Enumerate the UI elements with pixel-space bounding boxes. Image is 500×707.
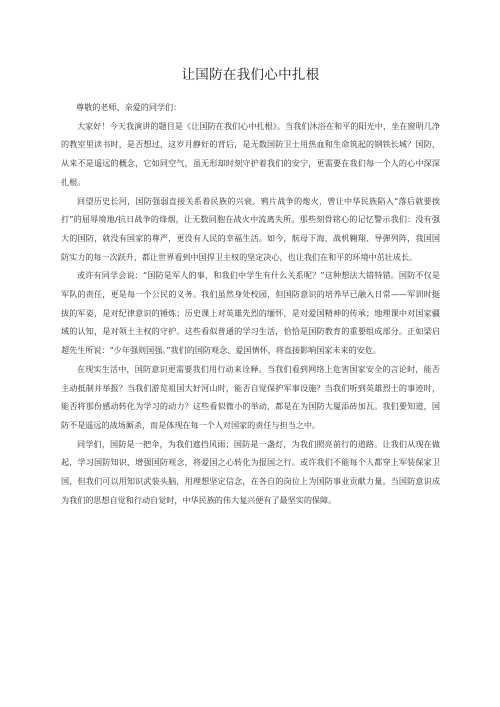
body-paragraph-4: 在现实生活中，国防意识更需要我们用行动来诠释。当我们看到网络上危害国家安全的言论时，能否主动抵制并举报？当我们游览祖国大好河山时，能否自觉保护军事设施？当我们听到英雄烈士的事迹时，能否将那份感动转化为学习的动力？这些看似微小的举动，都是在为国防大厦添砖加瓦。我们要知道，国防不是遥远的战场厮杀，而是体现在每一个人对国家的责任与担当之中。 [61, 363, 440, 430]
greeting-line: 尊敬的老师、亲爱的同学们： [76, 102, 182, 112]
body-paragraph-3: 或许有同学会说：“国防是军人的事，和我们中学生有什么关系呢？”这种想法大错特错。国防不仅是军队的责任，更是每一个公民的义务。我们虽然身处校园，但国防意识的培养早已融入日常——军训时挺拔的军姿，是对纪律意识的锤炼；历史课上对英雄先烈的缅怀，是对爱国精神的传承；地理课中对国家疆域的认知，是对领土主权的守护。这些看似普通的学习生活，恰恰是国防教育的重要组成部分。正如梁启超先生所说：“少年强则国强。”我们的国防观念、爱国情怀，将直接影响国家未来的安危。 [61, 270, 440, 356]
document-title: 让国防在我们心中扎根 [181, 67, 320, 83]
body-paragraph-2: 回望历史长河，国防强弱直接关系着民族的兴衰。鸦片战争的炮火，曾让中华民族陷入“落后就要挨打”的屈辱境地/抗日战争的烽烟，让无数同胞在战火中流离失所。那些刻骨铭心的记忆警示我们：没有强大的国防，就没有国家的尊严，更没有人民的幸福生活。如今，航母下海、战机翱翔、导弹列阵，我国国防实力的每一次跃升，都让世界看到中国捍卫主权的坚定决心，也让我们在和平的环境中茁壮成长。 [61, 195, 440, 262]
body-paragraph-1: 大家好！今天我演讲的题目是《让国防在我们心中扎根》。当我们沐浴在和平的阳光中，坐在窗明几净的教室里读书时，是否想过，这岁月静好的背后，是无数国防卫士用热血和生命筑起的钢铁长城？国防，从来不是遥远的概念，它如同空气，虽无形却时刻守护着我们的安宁，更需要在我们每一个人的心中深深扎根。 [61, 120, 440, 187]
body-paragraph-5: 同学们，国防是一把伞，为我们遮挡风雨；国防是一盏灯，为我们照亮前行的道路。让我们从现在做起，学习国防知识，增强国防观念，将爱国之心转化为报国之行。或许我们不能每个人都穿上军装保家卫国，但我们可以用知识武装头脑，用理想坚定信念，在各自的岗位上为国防事业贡献力量。当国防意识成为我们的思想自觉和行动自觉时，中华民族的伟大复兴便有了最坚实的保障。 [61, 438, 440, 505]
